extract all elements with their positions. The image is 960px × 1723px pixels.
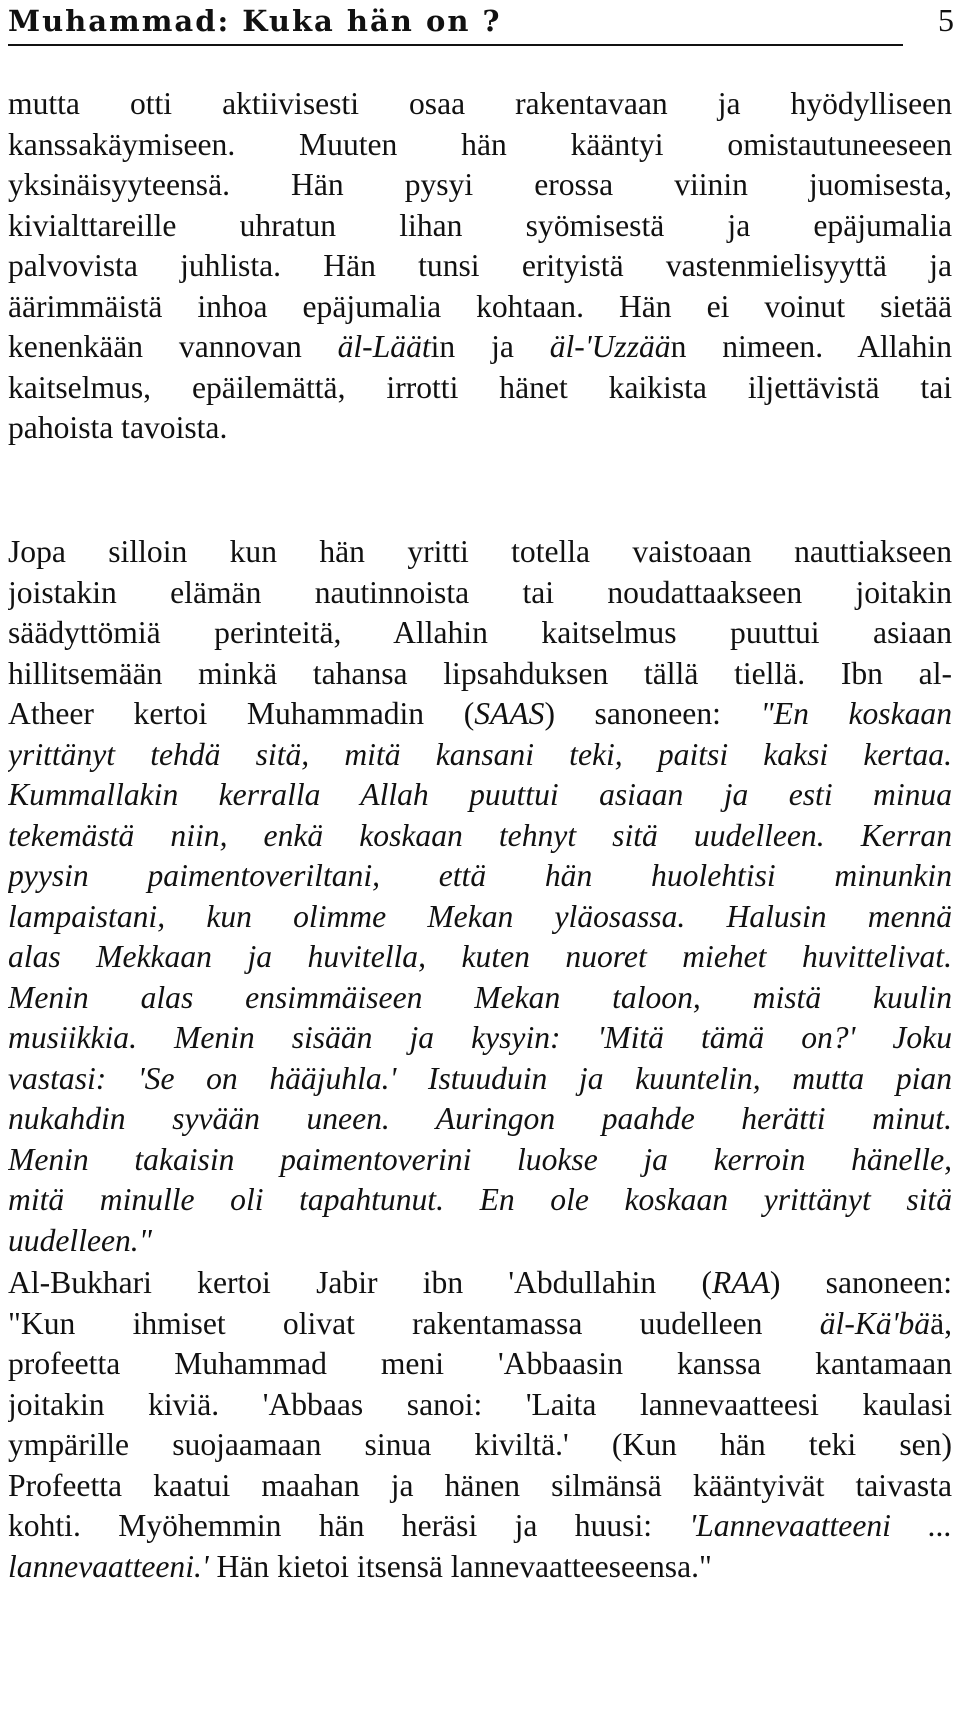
text-line [8,1425,952,1466]
text-line [8,1547,952,1588]
header-title: Muhammad: Kuka hän on ? [8,4,502,38]
text-line [8,84,952,125]
italic-run: RAA [712,1265,770,1300]
text-run: n nimeen. Allahin [670,329,952,364]
italic-run: nukahdin syvään uneen. Auringon paahde herätti minut. [8,1101,952,1136]
text-line [8,1099,952,1140]
italic-run: 'Lannevaatteeni ... [689,1508,952,1543]
running-header [8,0,954,46]
italic-run: Menin alas ensimmäiseen Mekan taloon, mistä kuulin [8,979,952,1015]
italic-run: "En koskaan [760,696,952,731]
text-line [8,735,952,776]
text-line [8,287,952,328]
italic-run: äl-Läät [337,329,431,364]
text-line [8,694,952,735]
text-run: pahoista tavoista. [8,410,228,445]
paragraph-3 [8,1263,952,1587]
text-line [8,654,952,695]
text-run: ) sanoneen: [544,696,761,731]
text-run: kanssakäymiseen. Muuten hän kääntyi omistautuneeseen [8,126,952,162]
text-line [8,368,952,409]
text-run: Al-Bukhari kertoi Jabir ibn 'Abdullahin ( [8,1265,712,1300]
text-line [8,613,952,654]
text-run: kohti. Myöhemmin hän heräsi ja huusi: [8,1508,690,1543]
italic-run: yrittänyt tehdä sitä, mitä kansani teki, paitsi kaksi kertaa. [8,736,952,772]
text-line [8,1506,952,1547]
text-line [8,1221,952,1262]
italic-run: uudelleen." [8,1222,152,1258]
italic-run: äl-Kä'bä [819,1305,931,1341]
text-line [8,816,952,857]
text-run: Profeetta kaatui maahan ja hänen silmänsä kääntyivät taivasta [8,1467,952,1503]
text-run: joistakin elämän nautinnoista tai noudattaakseen joitakin [8,574,952,610]
text-line [8,1385,952,1426]
text-line [8,1140,952,1181]
text-run: "Kun ihmiset olivat rakentamassa uudelleen [8,1305,820,1341]
italic-run: lampaistani, kun olimme Mekan yläosassa. Halusin mennä [8,898,952,934]
italic-run: lannevaatteeni.' [8,1548,209,1584]
text-run: profeetta Muhammad meni 'Abbaasin kanssa kantamaan [8,1346,952,1381]
text-run: mutta otti aktiivisesti osaa rakentavaan ja hyödylliseen [8,86,952,121]
italic-run: pyysin paimentoveriltani, että hän huolehtisi minunkin [8,858,952,893]
italic-run: musiikkia. Menin sisään ja kysyin: 'Mitä tämä on?' Joku [8,1020,952,1055]
text-run: joitakin kiviä. 'Abbaas sanoi: 'Laita lannevaatteesi kaulasi [8,1386,952,1422]
text-line [8,327,952,368]
page-number: 5 [938,2,954,38]
text-line [8,125,952,166]
italic-run: mitä minulle oli tapahtunut. En ole koskaan yrittänyt sitä [8,1182,952,1217]
paragraph-1 [8,84,952,449]
text-run: Hän kietoi itsensä lannevaatteeseensa." [208,1548,712,1584]
text-line [8,1018,952,1059]
text-line [8,573,952,614]
italic-run: Kummallakin kerralla Allah puuttui asiaan ja esti minua [8,777,952,812]
text-line [8,1304,952,1345]
text-run: palvovista juhlista. Hän tunsi erityistä vastenmielisyyttä ja [8,248,952,283]
text-line [8,1466,952,1507]
text-line [8,1180,952,1221]
text-run: ) sanoneen: [769,1265,952,1300]
text-line [8,165,952,206]
text-line [8,937,952,978]
text-run: ä, [930,1305,952,1341]
text-run: ympärille suojaamaan sinua kiviltä.' (Kun hän teki sen) [8,1427,952,1462]
text-run: kaitselmus, epäilemättä, irrotti hänet kaikista iljettävistä tai [8,369,952,405]
text-line [8,1059,952,1100]
text-line [8,246,952,287]
text-run: kenenkään vannovan [8,329,338,364]
text-line [8,408,952,449]
italic-run: vastasi: 'Se on hääjuhla.' Istuuduin ja kuuntelin, mutta pian [8,1060,952,1096]
text-run: Jopa silloin kun hän yritti totella vaistoaan nauttiakseen [8,534,952,569]
text-line [8,897,952,938]
text-run: in ja [430,329,550,364]
text-run: äärimmäistä inhoa epäjumalia kohtaan. Hän ei voinut sietää [8,288,952,324]
italic-run: tekemästä niin, enkä koskaan tehnyt sitä uudelleen. Kerran [8,817,952,853]
paragraph-2 [8,532,952,1261]
text-line [8,1263,952,1304]
document-page [8,0,954,1584]
text-run: säädyttömiä perinteitä, Allahin kaitselmus puuttui asiaan [8,615,952,650]
text-line [8,775,952,816]
text-line [8,206,952,247]
text-run: kivialttareille uhratun lihan syömisestä ja epäjumalia [8,207,952,243]
text-run: yksinäisyyteensä. Hän pysyi erossa viinin juomisesta, [8,167,952,202]
text-line [8,856,952,897]
text-line [8,1344,952,1385]
italic-run: Menin takaisin paimentoverini luokse ja kerroin hänelle, [8,1141,952,1177]
text-line [8,978,952,1019]
text-run: hillitsemään minkä tahansa lipsahduksen tällä tiellä. Ibn al- [8,655,952,691]
italic-run: äl-'Uzzää [549,329,671,364]
italic-run: alas Mekkaan ja huvitella, kuten nuoret miehet huvittelivat. [8,939,952,974]
italic-run: SAAS [474,696,545,731]
text-run: Atheer kertoi Muhammadin ( [8,696,475,731]
text-line [8,532,952,573]
